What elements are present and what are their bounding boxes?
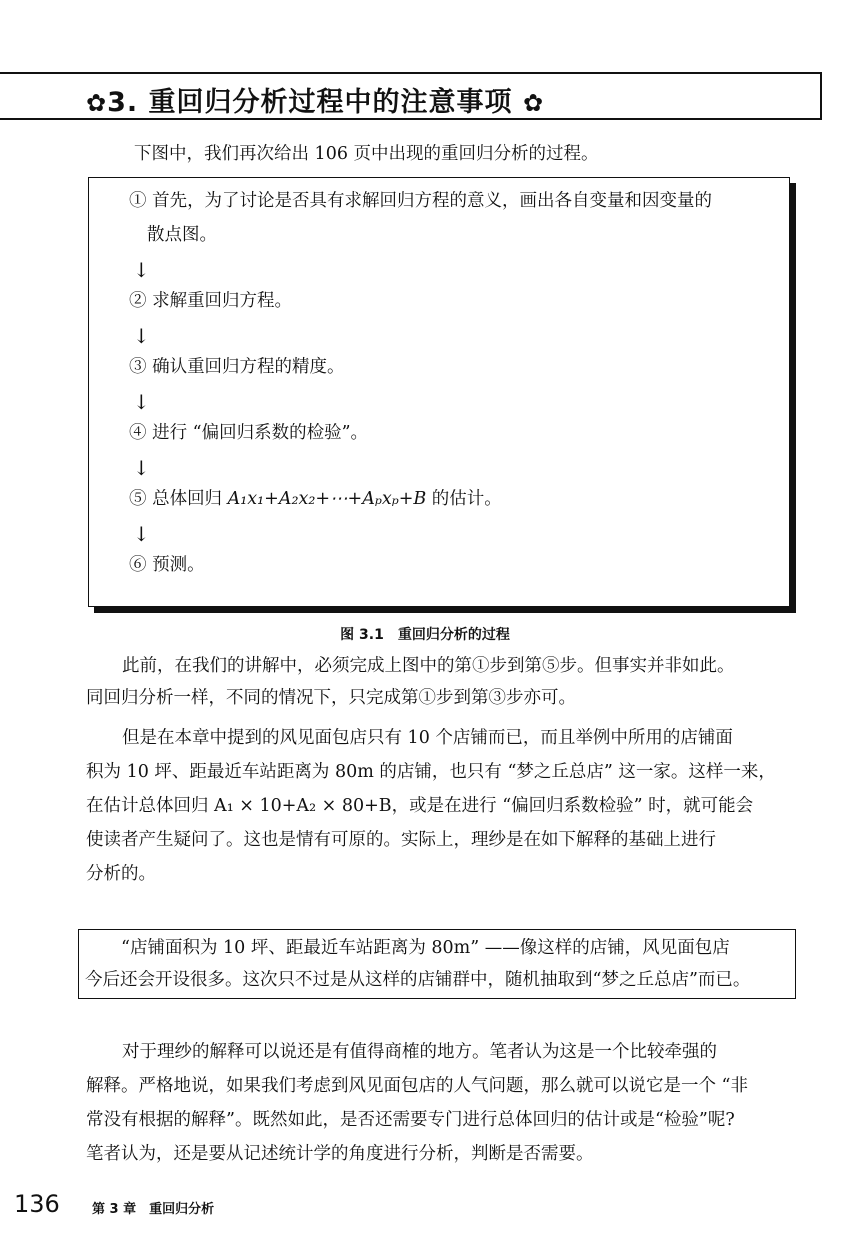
step-1-continued: 散点图。 — [147, 225, 217, 245]
paragraph-3-line-1: 对于理纱的解释可以说还是有值得商榷的地方。笔者认为这是一个比较牵强的 — [122, 1042, 717, 1062]
chapter-footer: 第 3 章 重回归分析 — [92, 1202, 215, 1217]
paragraph-2-line-3: 在估计总体回归 A₁ × 10+A₂ × 80+B，或是在进行 “偏回归系数检验” 时，就可能会 — [86, 796, 754, 816]
step-3: ③ 确认重回归方程的精度。 — [129, 357, 345, 377]
step-4: ④ 进行 “偏回归系数的检验”。 — [129, 423, 369, 443]
intro-paragraph: 下图中，我们再次给出 106 页中出现的重回归分析的过程。 — [134, 144, 599, 164]
down-arrow-icon: ↓ — [133, 258, 150, 282]
quote-line-2: 今后还会开设很多。这次只不过是从这样的店铺群中，随机抽取到“梦之丘总店”而已。 — [85, 970, 751, 990]
paragraph-2-line-2: 积为 10 坪、距最近车站距离为 80m 的店铺，也只有 “梦之丘总店” 这一家。这样一来， — [86, 762, 776, 782]
section-heading-box — [0, 72, 822, 120]
paragraph-2-line-4: 使读者产生疑问了。这也是情有可原的。实际上，理纱是在如下解释的基础上进行 — [86, 830, 716, 850]
down-arrow-icon: ↓ — [133, 324, 150, 348]
step-5-formula: A₁x₁+A₂x₂+⋯+Aₚxₚ+B — [227, 489, 427, 509]
paragraph-2-line-5: 分析的。 — [86, 864, 156, 884]
flower-icon: ✿ — [522, 89, 545, 117]
down-arrow-icon: ↓ — [133, 456, 150, 480]
step-5-prefix: ⑤ 总体回归 — [129, 489, 228, 509]
step-5-suffix: 的估计。 — [426, 489, 502, 509]
step-5 — [129, 484, 502, 514]
quote-box — [78, 929, 796, 999]
paragraph-2-line-1: 但是在本章中提到的风见面包店只有 10 个店铺而已，而且举例中所用的店铺面 — [122, 728, 733, 748]
step-6: ⑥ 预测。 — [129, 555, 205, 575]
paragraph-3-line-2: 解释。严格地说，如果我们考虑到风见面包店的人气问题，那么就可以说它是一个 “非 — [86, 1076, 749, 1096]
paragraph-1-line-1: 此前，在我们的讲解中，必须完成上图中的第①步到第⑤步。但事实并非如此。 — [122, 656, 735, 676]
quote-line-1: “店铺面积为 10 坪、距最近车站距离为 80m” ——像这样的店铺，风见面包店 — [121, 938, 730, 958]
paragraph-3-line-3: 常没有根据的解释”。既然如此，是否还需要专门进行总体回归的估计或是“检验”呢? — [86, 1110, 735, 1130]
figure-caption: 图 3.1 重回归分析的过程 — [340, 627, 510, 643]
section-title-text: 3. 重回归分析过程中的注意事项 — [107, 87, 513, 118]
paragraph-1-line-2: 同回归分析一样，不同的情况下，只完成第①步到第③步亦可。 — [86, 688, 576, 708]
page-number: 136 — [14, 1190, 60, 1218]
flower-icon: ✿ — [86, 89, 108, 117]
paragraph-3-line-4: 笔者认为，还是要从记述统计学的角度进行分析，判断是否需要。 — [86, 1144, 594, 1164]
down-arrow-icon: ↓ — [133, 390, 150, 414]
step-2: ② 求解重回归方程。 — [129, 291, 293, 311]
flowchart-box — [88, 177, 790, 607]
step-1: ① 首先，为了讨论是否具有求解回归方程的意义，画出各自变量和因变量的 — [129, 191, 713, 211]
down-arrow-icon: ↓ — [133, 522, 150, 546]
section-title — [86, 80, 544, 119]
